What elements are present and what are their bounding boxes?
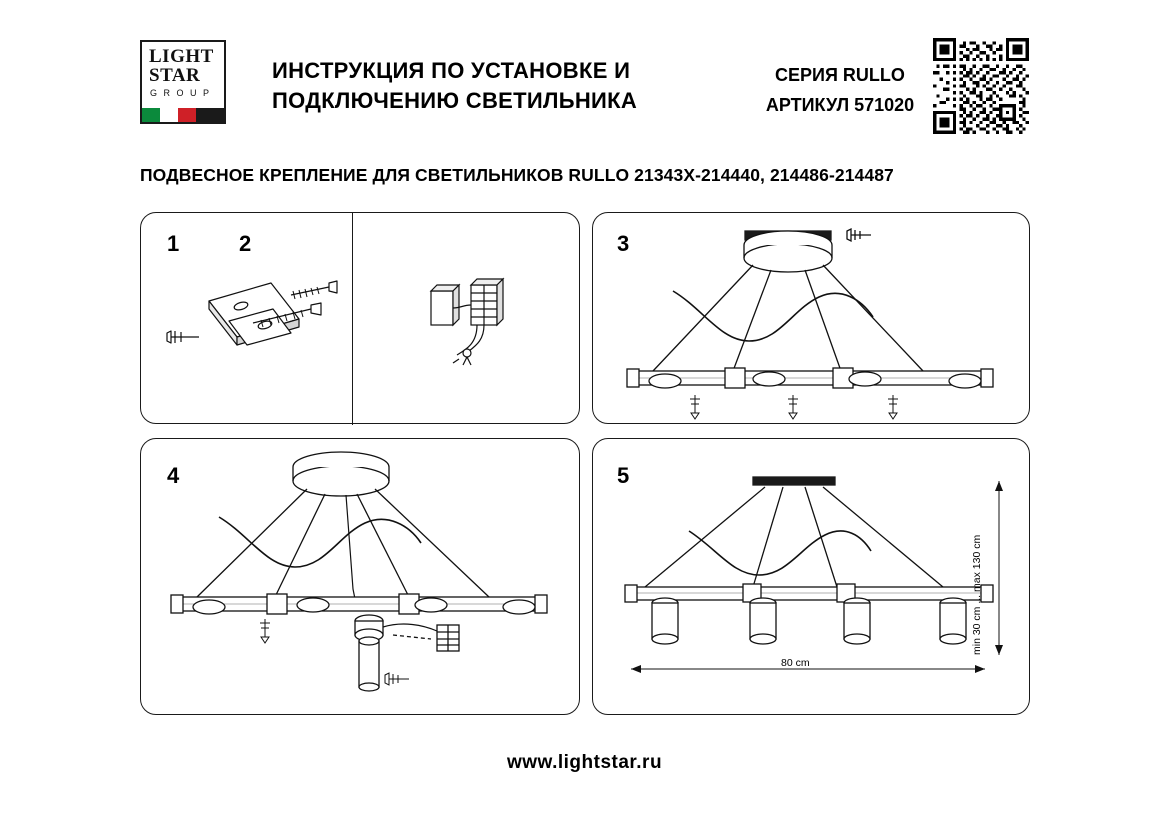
width-dimension-label: 80 cm (781, 657, 810, 669)
figure-step-2 (141, 213, 581, 425)
product-identification (740, 60, 940, 120)
step-panel-5 (592, 438, 1030, 715)
logo-bar-red (178, 108, 196, 122)
step-number-3: 3 (617, 231, 630, 256)
step-number-1: 1 (167, 231, 180, 256)
article-label: АРТИКУЛ 571020 (765, 95, 915, 115)
qr-code-icon (933, 38, 1029, 134)
figure-step-3 (593, 213, 1031, 425)
logo-color-bar (142, 108, 224, 122)
step-panel-1-2 (140, 212, 580, 424)
height-dimension-label: min 30 cm ... max 130 cm (971, 534, 983, 655)
brand-logo (140, 40, 226, 124)
figure-step-4 (141, 439, 581, 716)
series-label: СЕРИЯ RULLO (775, 65, 905, 85)
logo-line-2: STAR (149, 65, 201, 86)
page-title-line-2: ПОДКЛЮЧЕНИЮ СВЕТИЛЬНИКА (272, 88, 638, 113)
step-number-5: 5 (617, 463, 630, 488)
section-subtitle: ПОДВЕСНОЕ КРЕПЛЕНИЕ ДЛЯ СВЕТИЛЬНИКОВ RULLO 21343X-214440, 214486-214487 (140, 165, 894, 185)
logo-subtext: G R O U P (150, 88, 212, 98)
logo-wordmark (149, 47, 214, 85)
footer-website[interactable]: www.lightstar.ru (506, 752, 663, 773)
document-header (140, 38, 1030, 128)
page-title-line-1: ИНСТРУКЦИЯ ПО УСТАНОВКЕ И (272, 58, 631, 83)
step-panel-4 (140, 438, 580, 715)
figure-step-5 (593, 439, 1031, 716)
logo-line-1: LIGHT (149, 46, 214, 67)
logo-bar-green (142, 108, 160, 122)
logo-bar-white (160, 108, 178, 122)
step-panel-3 (592, 212, 1030, 424)
logo-bar-dark (196, 108, 224, 122)
step-number-4: 4 (167, 463, 180, 488)
step-number-2: 2 (239, 231, 252, 256)
page-title (272, 56, 702, 116)
